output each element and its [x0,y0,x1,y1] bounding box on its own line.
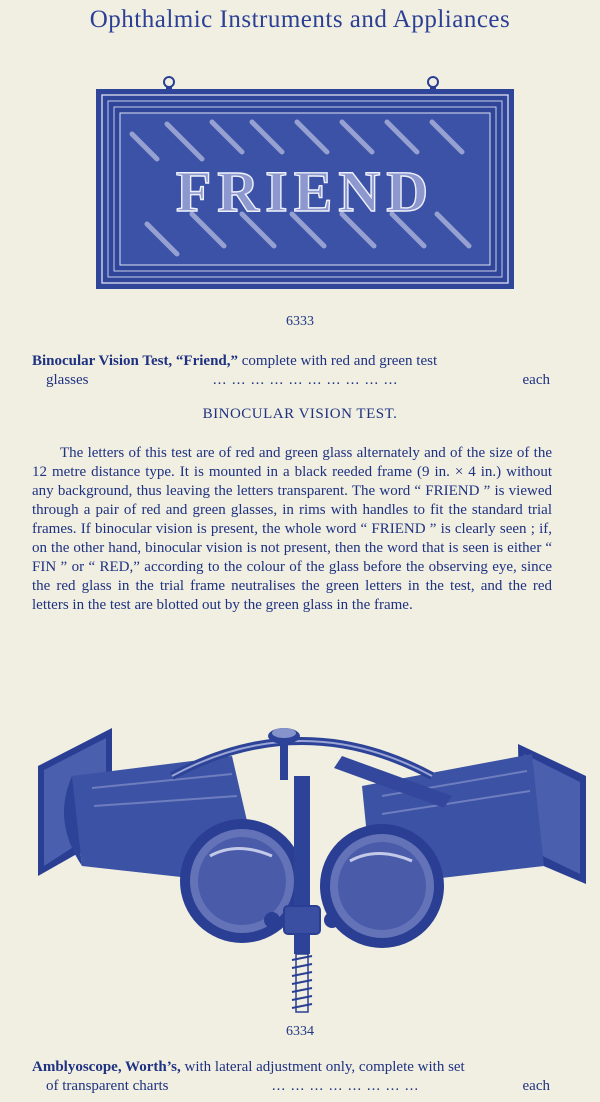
leader-dots: ... ... ... ... ... ... ... ... ... ... [212,372,399,388]
description-paragraph [32,444,552,615]
leader-dots: ... ... ... ... ... ... ... ... [271,1078,420,1094]
item-description: with lateral adjustment only, complete with set [184,1059,465,1075]
item-amblyoscope [32,1058,550,1096]
item-name: Binocular Vision Test, “Friend,” [32,353,239,369]
paragraph-text: The letters of this test are of red and green glass alternately and of the size of the 12 metre distance type. It is mounted in a black reeded frame (9 in. × 4 in.) without any background, thus leaving the letters transparent. The word “ FRIEND ” is viewed through a pair of red and green glasses, in rims with handles to fit the standard trial frames. If binocular vision is present, the whole word “ FRIEND ” is clearly seen ; if, on the other hand, binocular vision is not present, then the word that is seen is either “ FIN ” or “ RED,” according to the colour of the glass before the observing eye, since the red glass in the trial frame neutralises the green letters in the test, and the red letters in the test are blotted out by the green glass in the frame. [32,445,552,613]
catalogue-number-6333: 6333 [286,314,314,329]
section-heading: BINOCULAR VISION TEST. [202,406,398,422]
catalogue-number-6334: 6334 [286,1024,314,1039]
sign-letters: FRIEND [175,159,435,224]
item-unit: each [522,1078,550,1094]
item-unit: each [522,372,550,388]
item-binocular-vision-test [32,352,550,390]
page-title: Ophthalmic Instruments and Appliances [89,6,511,33]
item-description: complete with red and green test [241,353,438,369]
friend-sign-illustration [92,74,518,294]
item-line2: glasses [46,372,89,388]
item-name: Amblyoscope, Worth’s, [32,1059,181,1075]
amblyoscope-illustration [32,716,592,1016]
item-line2: of transparent charts [46,1078,169,1094]
